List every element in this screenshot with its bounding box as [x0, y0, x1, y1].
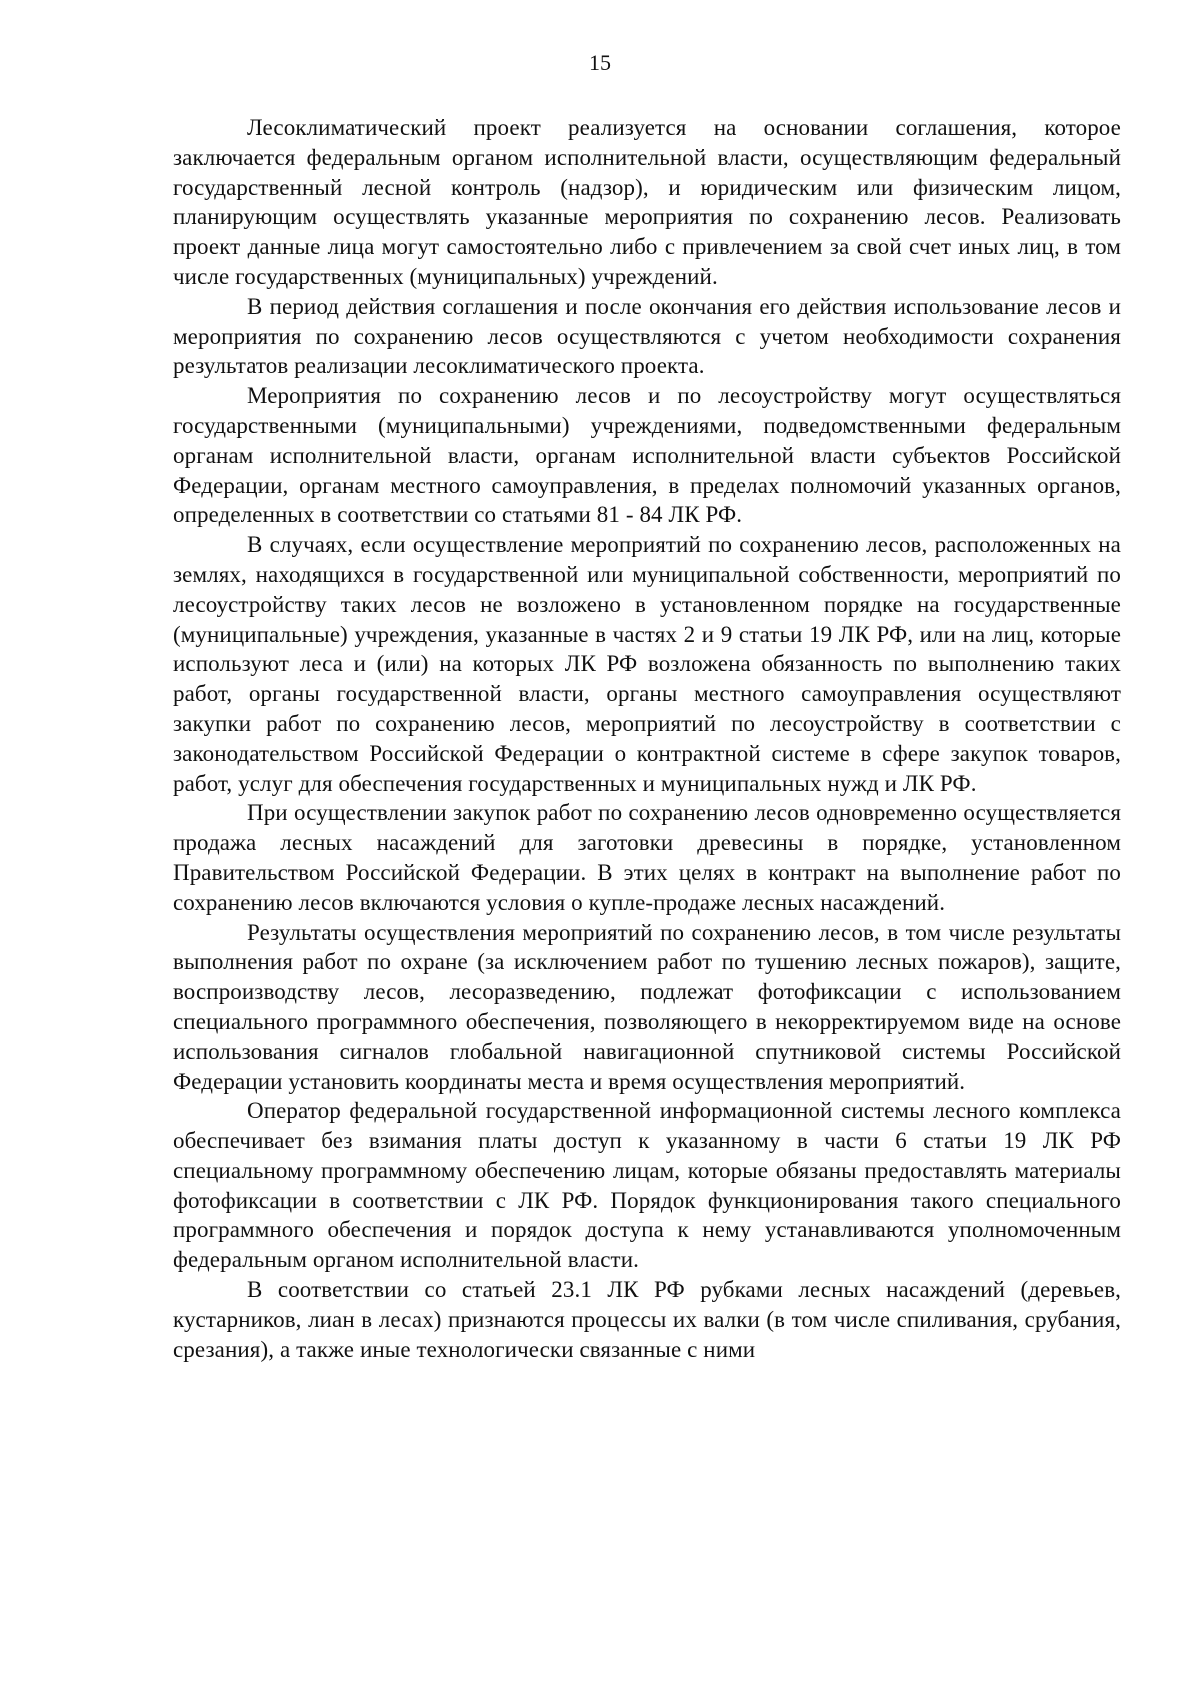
paragraph-procurement-wood-sale: При осуществлении закупок работ по сохранению лесов одновременно осуществляется продажа лесных насаждений для заготовки древесины в порядке, установленном Правительством Российской Федерации. В этих целях в контракт на выполнение работ по сохранению лесов включаются условия о купле-продаже лесных насаждений. [173, 800, 1121, 915]
paragraph-photo-recording: Результаты осуществления мероприятий по сохранению лесов, в том числе результаты выполнения работ по охране (за исключением работ по тушению лесных пожаров), защите, воспроизводству лесов, лесоразведению, подлежат фотофиксации с использованием специального программного обеспечения, позволяющего в некорректируемом виде на основе использования сигналов глобальной навигационной спутниковой системы Российской Федерации установить координаты места и время осуществления мероприятий. [173, 919, 1121, 1094]
page-number: 15 [589, 50, 611, 75]
paragraph-agreement-period: В период действия соглашения и после окончания его действия использование лесов и мероприятия по сохранению лесов осуществляются с учетом необходимости сохранения результатов реализации лесоклиматического проекта. [173, 293, 1121, 379]
document-body [173, 113, 1121, 1364]
paragraph-procurement-cases: В случаях, если осуществление мероприятий по сохранению лесов, расположенных на землях, находящихся в государственной или муниципальной собственности, мероприятий по лесоустройству таких лесов не возложено в установленном порядке на государственные (муниципальные) учреждения, указанные в частях 2 и 9 статьи 19 ЛК РФ, или на лиц, которые используют леса и (или) на которых ЛК РФ возложена обязанность по выполнению таких работ, органы государственной власти, органы местного самоуправления осуществляют закупки работ по сохранению лесов, мероприятий по лесоустройству в соответствии с законодательством Российской Федерации о контрактной системе в сфере закупок товаров, работ, услуг для обеспечения государственных и муниципальных нужд и ЛК РФ. [173, 532, 1121, 796]
paragraph-state-institutions: Мероприятия по сохранению лесов и по лесоустройству могут осуществляться государственными (муниципальными) учреждениями, подведомственными федеральным органам исполнительной власти, органам исполнительной власти субъектов Российской Федерации, органам местного самоуправления, в пределах полномочий указанных органов, определенных в соответствии со статьями 81 - 84 ЛК РФ. [173, 383, 1121, 528]
paragraph-information-system-access: Оператор федеральной государственной информационной системы лесного комплекса обеспечивает без взимания платы доступ к указанному в части 6 статьи 19 ЛК РФ специальному программному обеспечению лицам, которые обязаны предоставлять материалы фотофиксации в соответствии с ЛК РФ. Порядок функционирования такого специального программного обеспечения и порядок доступа к нему устанавливаются уполномоченным федеральным органом исполнительной власти. [173, 1098, 1121, 1273]
paragraph-forest-climate-project-agreement: Лесоклиматический проект реализуется на основании соглашения, которое заключается федеральным органом исполнительной власти, осуществляющим федеральный государственный лесной контроль (надзор), и юридическим или физическим лицом, планирующим осуществлять указанные мероприятия по сохранению лесов. Реализовать проект данные лица могут самостоятельно либо с привлечением за свой счет иных лиц, в том числе государственных (муниципальных) учреждений. [173, 115, 1121, 289]
paragraph-forest-felling: В соответствии со статьей 23.1 ЛК РФ рубками лесных насаждений (деревьев, кустарников, лиан в лесах) признаются процессы их валки (в том числе спиливания, срубания, срезания), а также иные технологически связанные с ними [173, 1277, 1121, 1362]
